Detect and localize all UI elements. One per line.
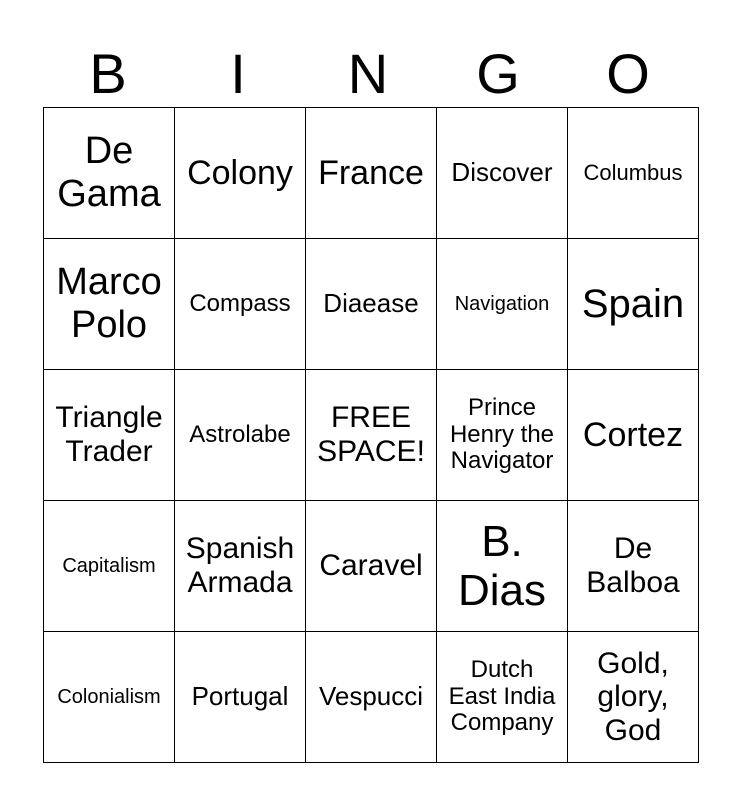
cell-text: Discover (451, 157, 553, 188)
board-row (44, 108, 699, 239)
bingo-cell[interactable] (175, 370, 306, 501)
cell-text: B. Dias (457, 516, 547, 615)
bingo-cell[interactable] (568, 370, 699, 501)
cell-text: Diaease (323, 288, 419, 319)
bingo-cell[interactable] (44, 632, 175, 763)
cell-text: Prince Henry the Navigator (449, 393, 555, 475)
bingo-cell[interactable] (437, 501, 568, 632)
cell-text: Navigation (454, 292, 550, 315)
bingo-cell[interactable] (44, 501, 175, 632)
bingo-cell[interactable] (175, 108, 306, 239)
header-letter-n: N (347, 42, 389, 105)
bingo-cell[interactable] (437, 239, 568, 370)
bingo-cell[interactable] (568, 108, 699, 239)
cell-text: Colonialism (57, 685, 161, 708)
bingo-cell[interactable] (437, 632, 568, 763)
bingo-cell[interactable] (306, 370, 437, 501)
cell-text: Astrolabe (189, 420, 291, 448)
bingo-cell[interactable] (175, 501, 306, 632)
cell-text: Marco Polo (56, 261, 162, 346)
bingo-cell[interactable] (568, 239, 699, 370)
cell-text: Vespucci (318, 681, 424, 712)
cell-text: Compass (189, 289, 291, 317)
cell-text: Portugal (191, 681, 289, 712)
cell-text: Gold, glory, God (597, 646, 669, 747)
cell-text: Dutch East India Company (448, 655, 556, 737)
cell-text: De Gama (57, 130, 161, 215)
bingo-cell[interactable] (437, 370, 568, 501)
header-letter-g: G (476, 42, 520, 105)
free-space-text: FREE SPACE! (317, 401, 425, 468)
cell-text: Caravel (319, 549, 423, 583)
bingo-cell[interactable] (437, 108, 568, 239)
bingo-cell[interactable] (306, 108, 437, 239)
bingo-cell[interactable] (44, 108, 175, 239)
cell-text: Colony (187, 153, 293, 192)
header-letter-o: O (606, 42, 650, 105)
cell-text: Columbus (583, 159, 683, 185)
board-row (44, 501, 699, 632)
header-letter-i: I (230, 42, 246, 105)
bingo-cell[interactable] (568, 501, 699, 632)
bingo-cell[interactable] (306, 239, 437, 370)
cell-text: Capitalism (62, 554, 156, 577)
cell-text: De Balboa (586, 532, 680, 599)
cell-text: Spain (581, 281, 685, 326)
board-row (44, 370, 699, 501)
board-row (44, 632, 699, 763)
cell-text: Spanish Armada (185, 532, 295, 599)
bingo-cell[interactable] (44, 370, 175, 501)
cell-text: Cortez (582, 415, 684, 454)
bingo-cell[interactable] (175, 239, 306, 370)
bingo-cell[interactable] (175, 632, 306, 763)
cell-text: France (318, 153, 424, 192)
bingo-cell[interactable] (568, 632, 699, 763)
header-letter-b: B (89, 42, 127, 105)
cell-text: Triangle Trader (55, 401, 163, 468)
bingo-cell[interactable] (306, 632, 437, 763)
board-row (44, 239, 699, 370)
bingo-cell[interactable] (44, 239, 175, 370)
bingo-header (43, 40, 693, 108)
bingo-board (43, 107, 699, 763)
bingo-cell[interactable] (306, 501, 437, 632)
